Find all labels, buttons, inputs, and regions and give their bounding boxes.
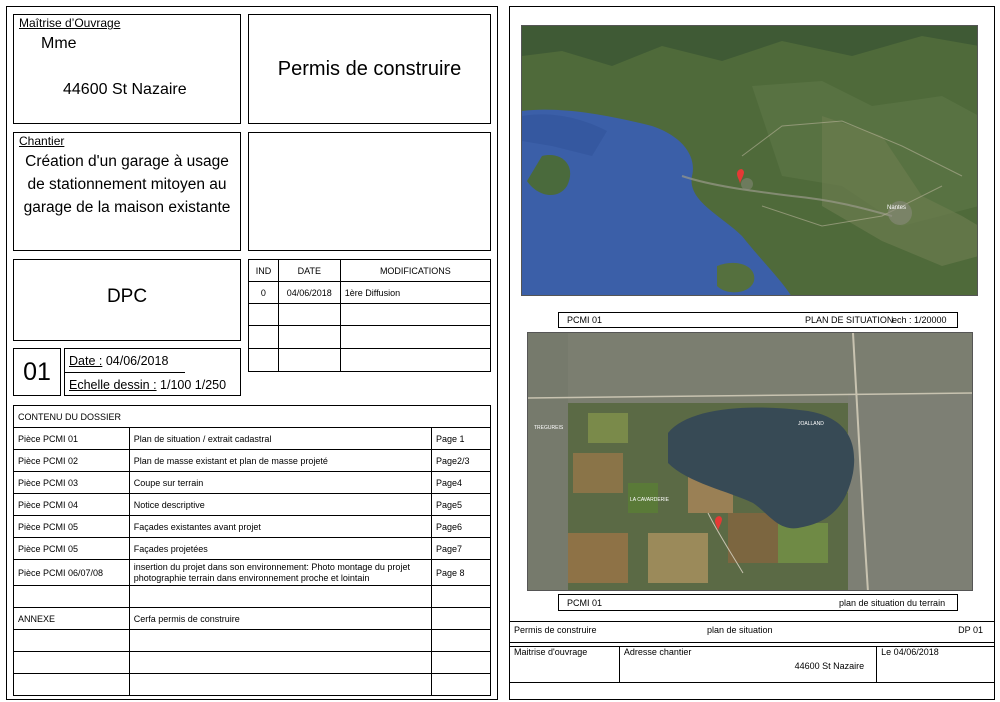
- rev-cell: 1ère Diffusion: [340, 282, 490, 304]
- piece-title: insertion du projet dans son environnement: Photo montage du projet photographie terrain dans environnement proche et lointain: [129, 560, 431, 586]
- owner-box: [13, 14, 241, 124]
- rev-empty-row: [249, 304, 491, 326]
- bottom-map-caption: [558, 594, 958, 611]
- table-row: [14, 516, 491, 538]
- top-caption-scale: ech : 1/20000: [892, 315, 947, 325]
- piece-title: Coupe sur terrain: [129, 472, 431, 494]
- date-value: 04/06/2018: [105, 354, 169, 368]
- date-scale-box: [64, 348, 241, 396]
- piece-page: Page7: [432, 538, 491, 560]
- rev-empty-row: [249, 326, 491, 349]
- footer-row-top: [509, 621, 995, 643]
- footer-address-value: 44600 St Nazaire: [794, 661, 865, 671]
- piece-title: Façades existantes avant projet: [129, 516, 431, 538]
- rev-cell: 0: [249, 282, 279, 304]
- piece-page: Page 8: [432, 560, 491, 586]
- date-divider: [65, 372, 185, 373]
- annex-value: Cerfa permis de construire: [129, 608, 431, 630]
- table-empty-row: [14, 674, 491, 696]
- piece-code: Pièce PCMI 05: [14, 538, 130, 560]
- table-row: [14, 560, 491, 586]
- top-caption-code: PCMI 01: [567, 315, 603, 325]
- rev-cell: 04/06/2018: [278, 282, 340, 304]
- table-row: [14, 472, 491, 494]
- piece-code: Pièce PCMI 05: [14, 516, 130, 538]
- table-empty-row: [14, 652, 491, 674]
- local-map-graphic: [528, 333, 973, 591]
- permit-title: Permis de construire: [277, 58, 462, 80]
- piece-code: Pièce PCMI 04: [14, 494, 130, 516]
- footer-table: [509, 646, 995, 683]
- regional-map-graphic: [522, 26, 978, 296]
- bottom-caption-title: plan de situation du terrain: [839, 598, 946, 608]
- piece-page: Page5: [432, 494, 491, 516]
- regional-satellite-map: [521, 25, 978, 296]
- blank-box: [248, 132, 491, 251]
- owner-label: Maîtrise d’Ouvrage: [19, 16, 121, 30]
- piece-code: Pièce PCMI 02: [14, 450, 130, 472]
- contents-table: [13, 405, 491, 696]
- owner-name: Mme: [41, 35, 77, 52]
- footer-date: Le 04/06/2018: [877, 647, 995, 683]
- scale-row: [69, 378, 226, 392]
- footer-plan: plan de situation: [707, 625, 773, 635]
- piece-code: Pièce PCMI 01: [14, 428, 130, 450]
- revision-table: [248, 259, 491, 372]
- date-label: Date :: [69, 354, 103, 368]
- footer-code: DP 01: [958, 625, 983, 635]
- bottom-caption-code: PCMI 01: [567, 598, 603, 608]
- site-description: Création d'un garage à usage de stationnement mitoyen au garage de la maison existante: [23, 153, 231, 216]
- sheet-number: 01: [23, 358, 51, 386]
- city-label: Nantes: [887, 205, 907, 211]
- permit-title-box: [248, 14, 491, 124]
- annex-label: ANNEXE: [14, 608, 130, 630]
- top-caption-title: PLAN DE SITUATION: [805, 315, 894, 325]
- area-label-2: LA CAVARDERIE: [630, 497, 669, 503]
- table-empty-row: [14, 630, 491, 652]
- local-satellite-map: [527, 332, 973, 591]
- rev-header-ind: IND: [249, 260, 279, 282]
- piece-page: Page6: [432, 516, 491, 538]
- footer-address-label: Adresse chantier: [623, 647, 692, 657]
- table-row: [14, 428, 491, 450]
- site-box: [13, 132, 241, 251]
- piece-code: Pièce PCMI 06/07/08: [14, 560, 130, 586]
- piece-title: Plan de situation / extrait cadastral: [129, 428, 431, 450]
- doc-code-box: [13, 259, 241, 341]
- area-label-3: TREGUREIS: [534, 425, 564, 431]
- site-label: Chantier: [19, 134, 65, 148]
- footer-owner-label: Maitrise d'ouvrage: [510, 647, 620, 683]
- piece-code: Pièce PCMI 03: [14, 472, 130, 494]
- piece-page: Page2/3: [432, 450, 491, 472]
- scale-label: Echelle dessin :: [69, 378, 157, 392]
- table-row: [14, 608, 491, 630]
- table-empty-row: [14, 586, 491, 608]
- doc-code: DPC: [106, 286, 148, 307]
- table-row: [14, 494, 491, 516]
- piece-title: Façades projetées: [129, 538, 431, 560]
- top-map-caption: [558, 312, 958, 328]
- footer-permit: Permis de construire: [514, 625, 597, 635]
- piece-page: Page 1: [432, 428, 491, 450]
- rev-header-mod: MODIFICATIONS: [340, 260, 490, 282]
- table-row: [14, 450, 491, 472]
- sheet-number-box: [13, 348, 61, 396]
- piece-title: Notice descriptive: [129, 494, 431, 516]
- scale-value: 1/100 1/250: [160, 378, 227, 392]
- rev-header-date: DATE: [278, 260, 340, 282]
- date-row: [69, 354, 168, 368]
- area-label-1: JOALLAND: [798, 421, 824, 427]
- piece-title: Plan de masse existant et plan de masse projeté: [129, 450, 431, 472]
- footer-address-cell: [619, 647, 876, 683]
- contents-title: CONTENU DU DOSSIER: [14, 406, 491, 428]
- piece-page: Page4: [432, 472, 491, 494]
- rev-empty-row: [249, 349, 491, 372]
- owner-city: 44600 St Nazaire: [63, 81, 187, 98]
- table-row: [14, 538, 491, 560]
